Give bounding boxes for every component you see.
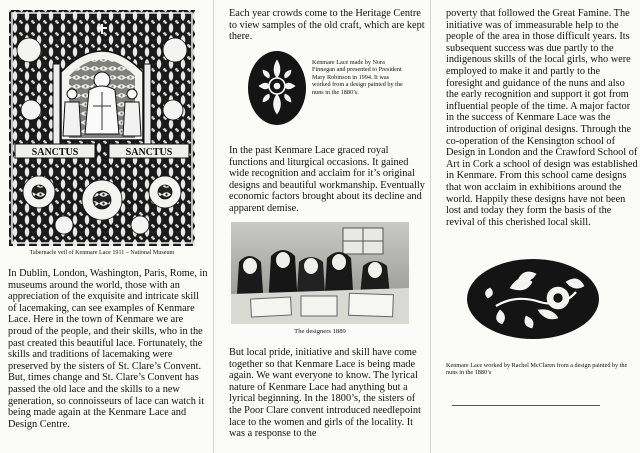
lace-oval-image-mcclaren	[466, 258, 600, 340]
veil-sanctus-right: SANCTUS	[125, 147, 173, 158]
panel-left	[0, 0, 213, 453]
designers-1889-photo	[231, 222, 409, 324]
left-body-text: In Dublin, London, Washington, Paris, Rome, in museums around the world, those with an appreciation of the exquisite and intricate skill of lacemaking, can see examples of Kenmare Lace. Here in the town of Kenmare we are proud of the people, and their skills, who in the past created this beautiful lace. Fortunately, the skills and traditions of lacemaking were preserved by the sisters of St. Clare’s Convent. But, times change and St. Clare’s Convent has passed the old lace and the skills to a new generation, so connoisseurs of lace can watch it being made again at the Kenmare Lace and Design Centre.	[8, 268, 208, 430]
right-body-text: poverty that followed the Great Famine. The initiative was of immeasurable help to the people of the area in those difficult years. Its subsequent success was due partly to the indigenous skills of the local girls, who were employed to make it and partly to the foresight and guidance of the nuns and also the early recognition and support it got from influential people of the time. A major factor in the success of Kenmare Lace was the introduction of original designs. Through the co-operation of the Kensington school of Design in London and the Crawford School of Art in Cork a school of design was established in Kenmare. From this school came designs that won acclaim in exhibitions around the world. Happily these designs have not been lost and today they form the basis of the revival of this cherished local skill.	[446, 8, 638, 228]
middle-body-text-2: But local pride, initiative and skill have come together so that Kenmare Lace is being made again. We want everyone to know. The lyrical nature of Kenmare Lace had anything but a lyrical beginning. In the 1800’s, the sisters of the Poor Clare convent introduced needlepoint lace to the women and girls of the locality. It was a response to the	[229, 347, 421, 440]
panel-middle	[213, 0, 430, 453]
robinson-lace-caption: Kenmare Lace made by Nora Finnegan and presented to President Mary Robinson in 1994. It was worked from a design painted by the nuns in the 1880’s.	[312, 59, 403, 96]
veil-sanctus-left: SANCTUS	[31, 147, 79, 158]
panel-right	[430, 0, 640, 453]
designers-photo-caption: The designers 1889	[294, 328, 346, 335]
middle-intro-text: Each year crowds come to the Heritage Centre to view samples of the old craft, which are kept there.	[229, 8, 425, 43]
signature-rule	[452, 405, 600, 406]
lace-oval-image-robinson	[247, 50, 307, 126]
mcclaren-lace-caption: Kenmare Lace worked by Rachel McClaren from a design painted by the nuns in the 1880’s	[446, 362, 628, 377]
tabernacle-veil-caption: Tabernacle veil of Kenmare Lace 1911 – National Museum	[29, 250, 175, 256]
tabernacle-veil-image	[9, 10, 195, 246]
middle-body-text-1: In the past Kenmare Lace graced royal functions and liturgical occasions. It gained wide recognition and acclaim for it’s original designs and beautiful workmanship. Eventually economic factors brought about its decline and apparent demise.	[229, 145, 425, 214]
